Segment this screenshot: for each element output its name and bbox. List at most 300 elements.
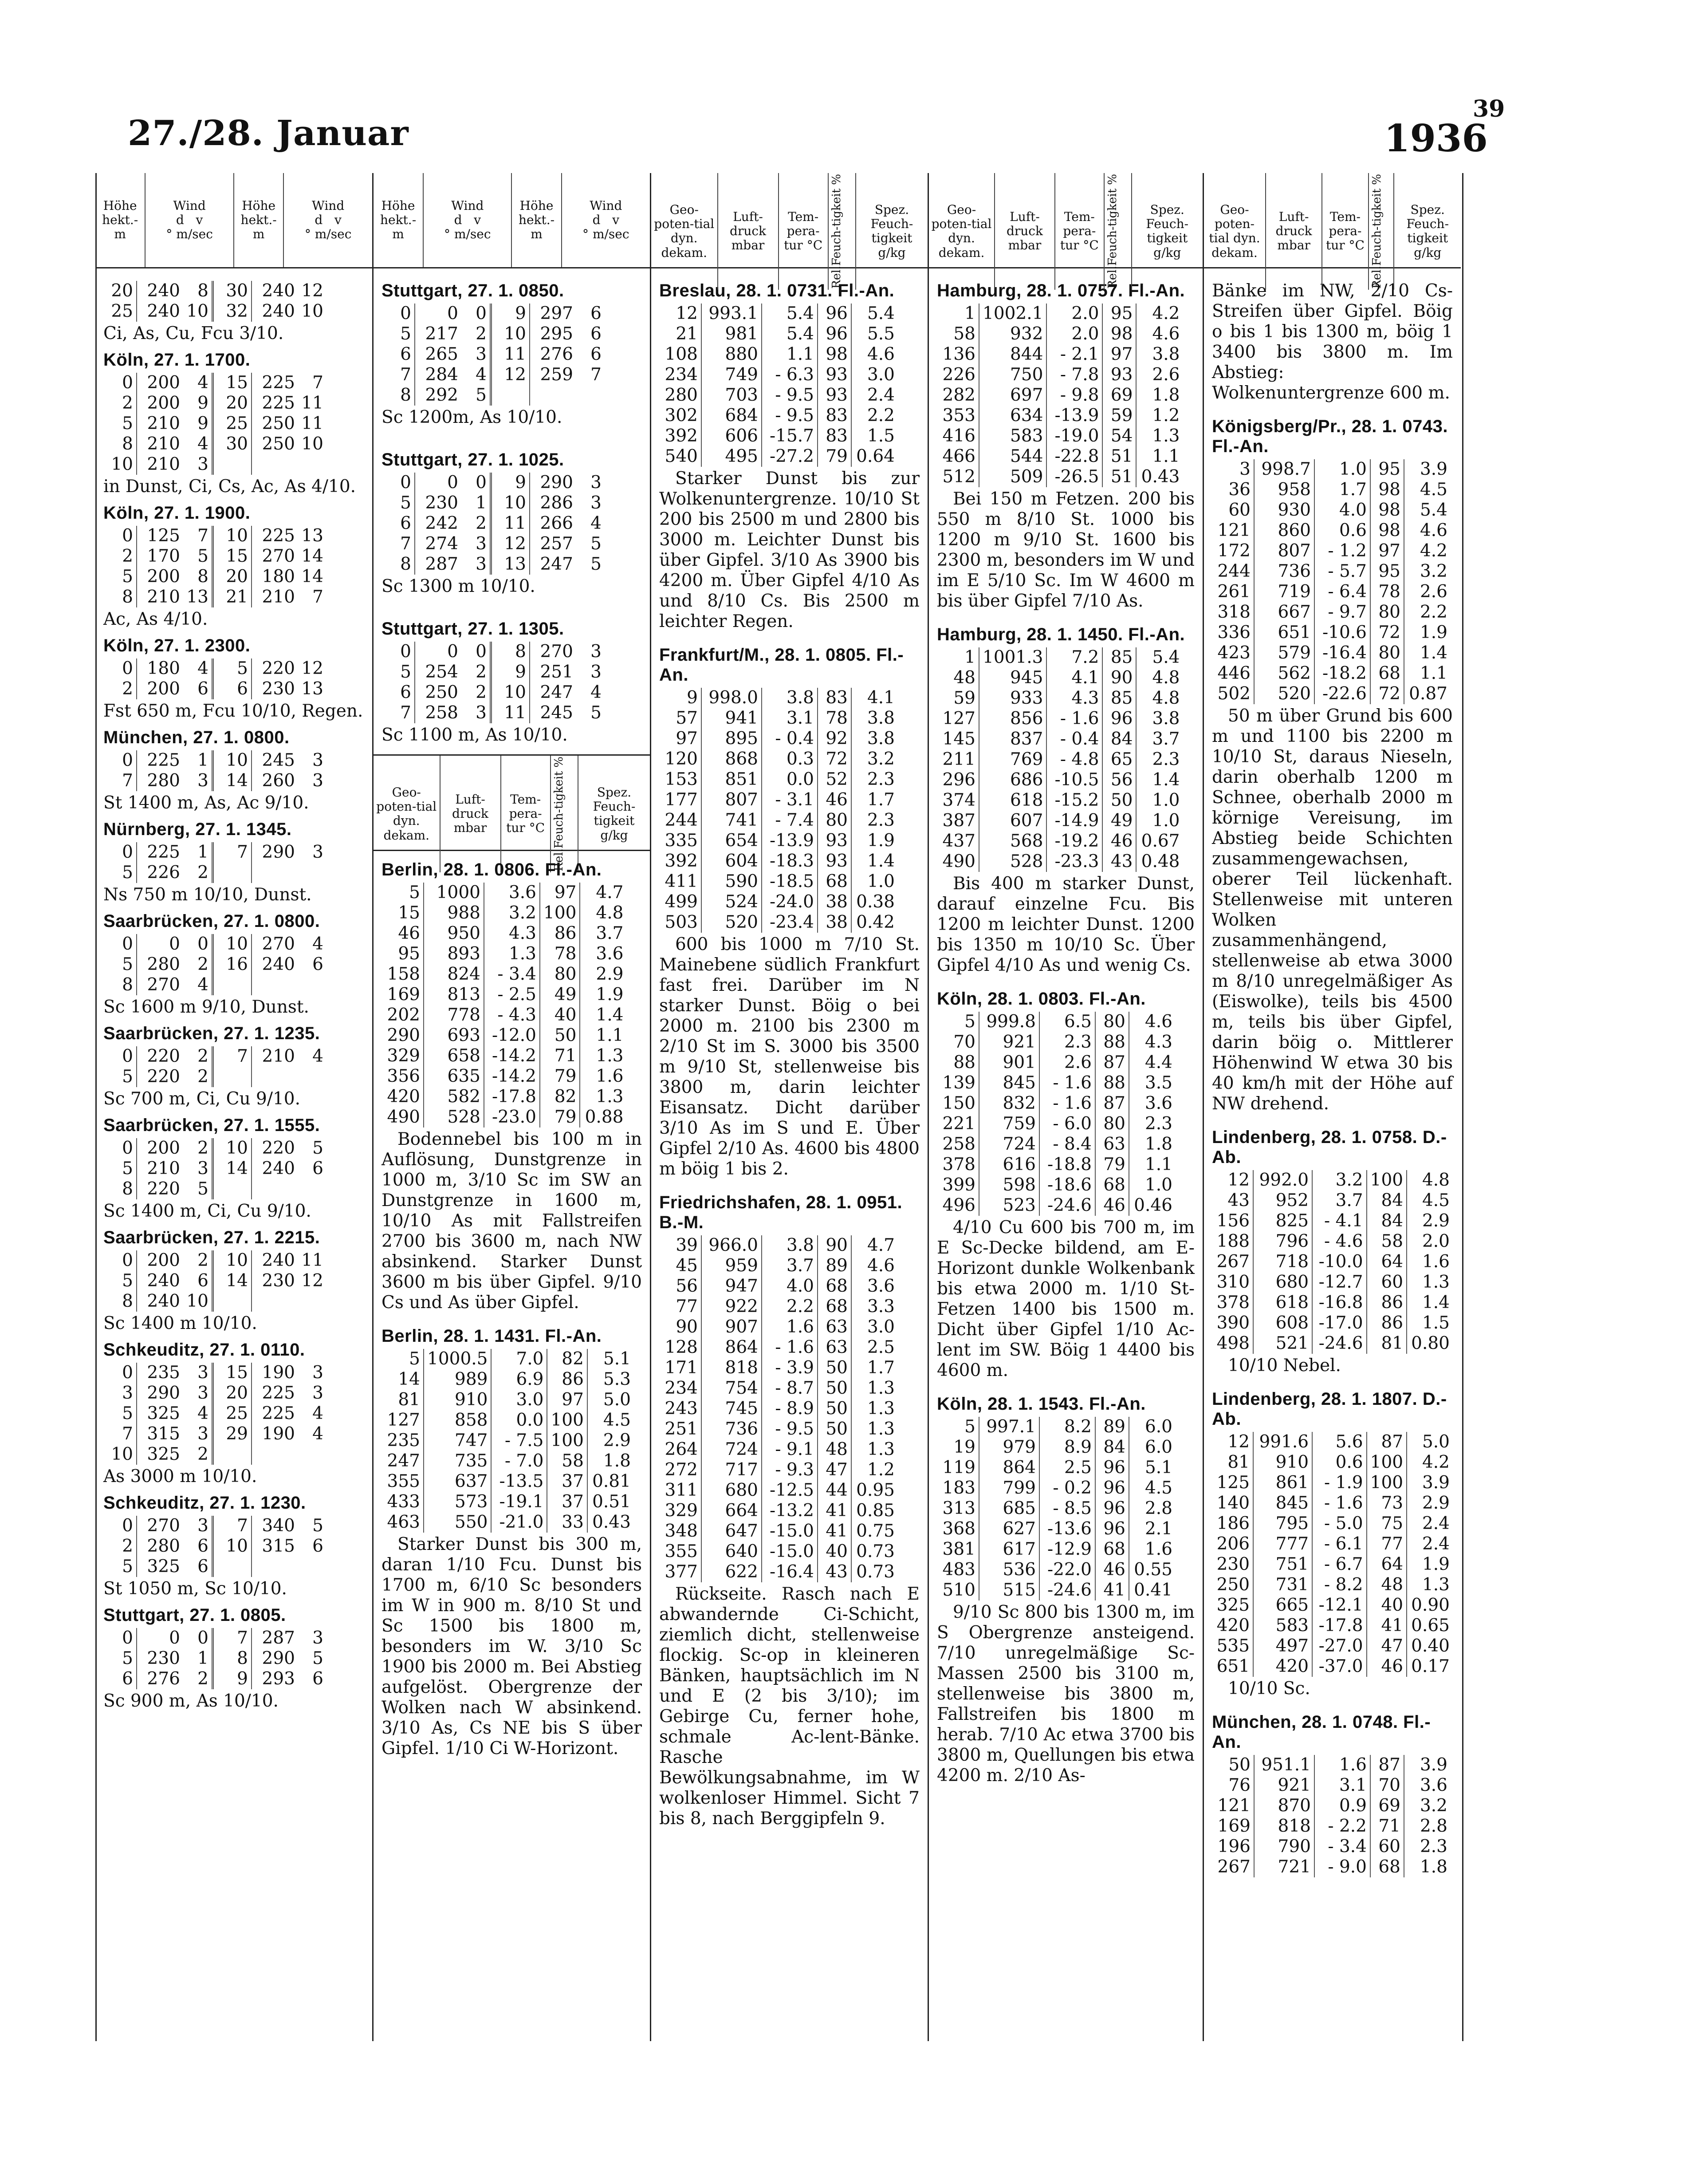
- table-row: [1212, 1595, 1453, 1616]
- table-cell: 90: [676, 1317, 698, 1337]
- table-row: [381, 883, 626, 903]
- table-cell: 654: [701, 831, 762, 851]
- table-cell: - 9.0: [1314, 1857, 1370, 1877]
- table-cell: 1.0: [1136, 811, 1183, 831]
- table-row: [937, 1032, 1176, 1053]
- table-cell: 0.46: [1129, 1195, 1176, 1216]
- table-row: [659, 1378, 898, 1399]
- table-cell: 12: [491, 365, 530, 385]
- table-cell: 799: [979, 1478, 1039, 1498]
- table-cell: 127: [942, 709, 975, 729]
- ascent-data-table: [937, 1012, 1176, 1216]
- table-cell: 58: [547, 1451, 587, 1471]
- table-cell: 3: [312, 842, 323, 862]
- table-cell: 325: [137, 1403, 183, 1424]
- table-cell: 9: [491, 473, 530, 493]
- table-row: [103, 934, 326, 954]
- table-row: [1212, 1493, 1453, 1514]
- header-unit: hekt.-m: [380, 212, 417, 242]
- table-cell: 3.6: [484, 883, 540, 903]
- table-row: [1212, 1313, 1453, 1333]
- table-cell: - 3.4: [484, 964, 540, 985]
- table-cell: 210: [137, 414, 183, 434]
- table-cell: 0.87: [1404, 684, 1451, 704]
- table-cell: 1.3: [580, 1087, 626, 1107]
- table-cell: -12.9: [1039, 1539, 1095, 1560]
- table-cell: 719: [1254, 582, 1314, 602]
- table-row: [381, 1025, 626, 1046]
- table-cell: 5: [122, 567, 133, 587]
- header-rel-feuchtigkeit: [551, 756, 578, 872]
- table-cell: 2.6: [1039, 1053, 1095, 1073]
- table-cell: 622: [701, 1562, 762, 1582]
- table-cell: 4.2: [1407, 1452, 1453, 1473]
- table-row: [103, 393, 326, 414]
- table-cell: - 3.9: [762, 1358, 818, 1378]
- table-cell: 247: [387, 1451, 420, 1471]
- wind-table: [103, 934, 364, 995]
- table-cell: 54: [1102, 426, 1136, 446]
- table-cell: - 5.0: [1312, 1514, 1367, 1534]
- table-cell: 3.9: [1404, 1755, 1451, 1775]
- table-row: [1212, 1211, 1453, 1231]
- table-cell: [298, 1557, 326, 1577]
- header-unit: v: [196, 212, 203, 227]
- table-row: [659, 831, 898, 851]
- table-row: [659, 406, 898, 426]
- table-cell: 14: [213, 1271, 252, 1291]
- table-cell: 56: [1102, 770, 1136, 790]
- table-row: [937, 324, 1183, 344]
- table-cell: -12.5: [762, 1480, 818, 1501]
- table-cell: 225: [252, 373, 298, 393]
- table-cell: 618: [979, 790, 1046, 811]
- cloud-note: Fst 650 m, Fcu 10/10, Regen.: [103, 701, 363, 721]
- table-cell: 947: [701, 1276, 762, 1297]
- table-row: [1212, 602, 1451, 623]
- table-cell: 86: [547, 1369, 587, 1390]
- table-cell: 340: [252, 1516, 298, 1536]
- table-cell: 693: [424, 1025, 484, 1046]
- table-cell: 1.3: [851, 1378, 898, 1399]
- table-cell: 4.5: [587, 1410, 634, 1431]
- table-cell: 200: [137, 679, 183, 699]
- table-cell: 3: [312, 750, 323, 770]
- table-row: [381, 304, 605, 324]
- table-cell: 4: [590, 682, 602, 702]
- table-cell: 75: [1367, 1514, 1407, 1534]
- table-row: [381, 1046, 626, 1066]
- table-cell: 242: [415, 513, 461, 534]
- wind-data-table: [103, 373, 326, 475]
- table-cell: 860: [1254, 520, 1314, 541]
- table-cell: 240: [252, 954, 298, 975]
- table-cell: 1.0: [1314, 459, 1370, 480]
- table-cell: 14: [213, 771, 252, 791]
- table-cell: 1.6: [762, 1317, 818, 1337]
- table-cell: -10.0: [1312, 1252, 1367, 1272]
- header-unit: d: [592, 212, 601, 227]
- table-cell: 295: [530, 324, 576, 344]
- header-geopotential: Geo-poten-tial dyn. dekam.: [929, 173, 995, 290]
- cloud-note: Starker Dunst bis 300 m, daran 1/10 Fcu. Dunst bis 1700 m, 6/10 Sc besonders im W in 900 m. 8/10 St und Sc 1500 bis 1800 m, besonders im W. 3/10 Sc 1900 bis 2000 m. Bei Abstieg aufgelöst. Obergrenze der Wolken nach W absinkend. 3/10 As, Cs NE bis S über Gipfel. 1/10 Ci W-Horizont.: [381, 1534, 642, 1758]
- table-cell: 50: [818, 1378, 851, 1399]
- station-heading: Lindenberg, 28. 1. 0758. D.-Ab.: [1212, 1127, 1447, 1167]
- table-cell: 41: [818, 1501, 851, 1521]
- table-cell: 4.8: [1136, 688, 1183, 709]
- table-cell: 261: [1217, 582, 1251, 602]
- table-cell: 2.4: [1407, 1534, 1453, 1554]
- table-row: [1212, 1816, 1451, 1837]
- table-cell: 100: [1367, 1452, 1407, 1473]
- cloud-note: 4/10 Cu 600 bis 700 m, im E Sc-Decke bildend, am E-Horizont dunkle Wolkenbank bis etwa 2000 m. 1/10 St-Fetzen 1400 bis 1500 m. Dicht über Gipfel 1/10 Ac-lent im SW. Böig 1 4400 bis 4600 m.: [937, 1218, 1195, 1380]
- station-heading: Köln, 28. 1. 1543. Fl.-An.: [937, 1394, 1146, 1414]
- table-cell: 210: [137, 587, 183, 607]
- table-cell: 125: [137, 526, 183, 546]
- table-cell: 14: [301, 546, 323, 566]
- table-cell: 796: [1253, 1231, 1312, 1252]
- table-cell: 1.9: [580, 985, 626, 1005]
- cloud-note: Sc 1400 m 10/10.: [103, 1313, 257, 1333]
- table-row: [659, 1521, 898, 1541]
- table-cell: 85: [1102, 688, 1136, 709]
- table-cell: 93: [818, 831, 851, 851]
- table-cell: 244: [1217, 561, 1251, 581]
- table-cell: 6: [213, 679, 252, 699]
- table-row: [937, 1053, 1176, 1073]
- table-cell: 3.7: [762, 1256, 818, 1276]
- table-cell: 270: [530, 642, 576, 662]
- wind-table: [103, 750, 364, 791]
- table-cell: 2.3: [1136, 749, 1183, 770]
- wind-header: [374, 173, 650, 268]
- table-cell: 0: [197, 1628, 208, 1648]
- table-cell: 3.5: [1129, 1073, 1176, 1093]
- table-cell: 989: [424, 1369, 491, 1390]
- table-row: [103, 587, 326, 607]
- table-cell: 988: [424, 903, 484, 923]
- column-1: [95, 173, 374, 2041]
- table-row: [103, 975, 326, 995]
- table-cell: 125: [1216, 1473, 1250, 1493]
- table-cell: 0: [122, 1250, 133, 1270]
- table-cell: 80: [1095, 1012, 1129, 1032]
- table-cell: 43: [1227, 1191, 1250, 1210]
- table-cell: 6: [312, 1669, 323, 1689]
- table-cell: 3.8: [851, 708, 898, 729]
- table-row: [1212, 1554, 1453, 1575]
- table-cell: 79: [1095, 1155, 1129, 1175]
- table-cell: 1.6: [580, 1066, 626, 1087]
- station-heading: Schkeuditz, 27. 1. 1230.: [103, 1493, 306, 1513]
- table-cell: - 7.4: [762, 810, 818, 831]
- table-cell: 6: [312, 1536, 323, 1556]
- table-cell: 87: [1367, 1432, 1407, 1452]
- table-row: [1212, 1857, 1451, 1877]
- table-cell: 93: [1102, 365, 1136, 385]
- table-cell: 267: [1216, 1252, 1250, 1272]
- table-row: [381, 903, 626, 923]
- table-cell: 521: [1253, 1333, 1312, 1354]
- table-cell: 754: [701, 1378, 762, 1399]
- table-cell: 3: [476, 534, 487, 554]
- table-cell: 3.8: [1136, 709, 1183, 729]
- table-cell: 1.8: [587, 1451, 634, 1471]
- table-cell: -27.2: [762, 446, 818, 467]
- table-cell: 100: [1367, 1170, 1407, 1191]
- table-cell: 220: [252, 1138, 298, 1159]
- table-cell: 499: [665, 892, 698, 912]
- table-cell: 58: [1367, 1231, 1407, 1252]
- table-cell: 5: [197, 1179, 208, 1199]
- table-row: [103, 1179, 326, 1199]
- table-cell: 210: [252, 1046, 298, 1067]
- table-cell: 292: [415, 385, 461, 406]
- table-cell: 0.85: [851, 1501, 898, 1521]
- table-cell: 724: [979, 1134, 1039, 1155]
- table-row: [937, 1093, 1176, 1114]
- wind-table: [103, 842, 364, 883]
- station-heading: Nürnberg, 27. 1. 1345.: [103, 820, 292, 839]
- cloud-note: Ci, As, Cu, Fcu 3/10.: [103, 323, 284, 343]
- table-cell: 180: [252, 567, 298, 587]
- table-cell: 100: [540, 903, 580, 923]
- table-cell: 1.1: [1136, 446, 1183, 467]
- table-row: [381, 682, 605, 703]
- table-cell: 211: [942, 749, 975, 769]
- table-cell: 685: [979, 1498, 1039, 1519]
- table-row: [1212, 1755, 1451, 1775]
- table-row: [937, 1560, 1176, 1580]
- header-wind: Wind: [451, 198, 484, 213]
- header-temperatur: Tem-pera-tur °C: [1322, 173, 1368, 290]
- table-cell: 0.40: [1407, 1636, 1453, 1656]
- table-cell: 590: [701, 871, 762, 892]
- table-cell: 44: [818, 1480, 851, 1501]
- geo-header: [929, 173, 1203, 289]
- table-cell: 3.9: [1404, 459, 1451, 480]
- header-unit: d: [315, 212, 323, 227]
- table-cell: 7: [213, 1628, 252, 1648]
- table-cell: 2: [122, 679, 133, 699]
- table-row: [103, 1159, 326, 1179]
- table-cell: 72: [818, 749, 851, 769]
- header-luftdruck: Luft-druck mbar: [995, 173, 1055, 290]
- header-hoehe: Höhe: [519, 198, 554, 213]
- table-cell: 807: [1254, 541, 1314, 561]
- table-cell: 93: [818, 365, 851, 385]
- table-cell: 0: [415, 304, 461, 324]
- table-row: [937, 709, 1183, 729]
- table-row: [937, 385, 1183, 406]
- table-cell: 272: [665, 1460, 698, 1480]
- table-cell: [213, 975, 252, 995]
- table-row: [937, 304, 1183, 324]
- table-cell: 651: [1254, 623, 1314, 643]
- table-cell: 1.3: [851, 1439, 898, 1460]
- header-unit: ° m/sec: [444, 227, 491, 242]
- table-cell: 83: [818, 406, 851, 426]
- table-cell: 3.7: [580, 923, 626, 944]
- cloud-note: 10/10 Nebel.: [1228, 1356, 1341, 1376]
- station-heading: München, 28. 1. 0748. Fl.-An.: [1212, 1712, 1431, 1752]
- table-cell: - 3.4: [1314, 1837, 1370, 1857]
- table-cell: 463: [387, 1512, 420, 1532]
- table-cell: 355: [665, 1541, 698, 1561]
- table-row: [937, 647, 1183, 668]
- table-cell: 778: [424, 1005, 484, 1025]
- table-cell: 3: [476, 554, 487, 574]
- header-wind: Wind: [312, 198, 345, 213]
- table-cell: 1: [964, 647, 975, 667]
- table-cell: 420: [1216, 1616, 1250, 1636]
- table-cell: 10: [186, 1291, 208, 1311]
- table-cell: 0: [122, 526, 133, 546]
- table-cell: 959: [701, 1256, 762, 1276]
- table-row: [937, 446, 1183, 467]
- table-cell: 190: [252, 1363, 298, 1383]
- header-unit: d: [454, 212, 462, 227]
- table-cell: 169: [1217, 1816, 1251, 1836]
- table-cell: 717: [701, 1460, 762, 1480]
- table-cell: 3.8: [762, 1235, 818, 1256]
- cloud-note: Sc 900 m, As 10/10.: [103, 1691, 279, 1711]
- table-cell: 550: [424, 1512, 491, 1533]
- table-cell: 225: [252, 1383, 298, 1403]
- table-cell: 5: [312, 1138, 323, 1158]
- table-cell: 520: [1254, 684, 1314, 704]
- table-cell: 40: [818, 1541, 851, 1562]
- table-row: [381, 1349, 634, 1369]
- table-cell: 50: [540, 1025, 580, 1046]
- table-cell: 0.90: [1407, 1595, 1453, 1616]
- table-cell: 287: [415, 554, 461, 575]
- table-cell: 1.3: [1407, 1272, 1453, 1293]
- table-cell: 520: [701, 912, 762, 933]
- table-cell: - 9.5: [762, 406, 818, 426]
- station-heading: Hamburg, 28. 1. 1450. Fl.-An.: [937, 625, 1185, 644]
- table-cell: - 1.6: [1039, 1093, 1095, 1114]
- table-cell: 225: [252, 526, 298, 546]
- table-cell: 84: [1367, 1211, 1407, 1231]
- table-cell: 390: [1216, 1313, 1250, 1333]
- table-cell: 616: [979, 1155, 1039, 1175]
- table-cell: 60: [1228, 500, 1251, 520]
- cloud-note: 10/10 Sc.: [1228, 1679, 1310, 1699]
- table-row: [1212, 663, 1451, 684]
- table-cell: 39: [676, 1235, 698, 1255]
- table-cell: 12: [676, 304, 698, 323]
- table-cell: 509: [979, 467, 1046, 487]
- table-cell: 325: [1216, 1595, 1250, 1615]
- table-cell: 0.75: [851, 1521, 898, 1541]
- table-row: [103, 1403, 326, 1424]
- table-cell: 3.6: [851, 1276, 898, 1297]
- cloud-note: As 3000 m 10/10.: [103, 1467, 257, 1486]
- table-cell: 96: [1095, 1519, 1129, 1539]
- cloud-note: St 1400 m, As, Ac 9/10.: [103, 793, 309, 813]
- table-cell: 234: [665, 1378, 698, 1398]
- table-cell: 598: [979, 1175, 1039, 1195]
- station-heading: Stuttgart, 27. 1. 0805.: [103, 1605, 286, 1625]
- table-cell: 502: [1217, 684, 1251, 704]
- table-cell: 790: [1254, 1837, 1314, 1857]
- table-cell: - 9.5: [762, 385, 818, 406]
- table-cell: 870: [1254, 1796, 1314, 1816]
- table-cell: 0: [197, 934, 208, 954]
- table-row: [937, 467, 1183, 487]
- table-row: [659, 446, 898, 467]
- cloud-note: Sc 1300 m 10/10.: [381, 576, 535, 596]
- table-cell: 3: [197, 1363, 208, 1383]
- cloud-note: Sc 700 m, Ci, Cu 9/10.: [103, 1089, 301, 1109]
- table-cell: - 4.8: [1046, 749, 1102, 770]
- table-cell: 1.2: [851, 1460, 898, 1480]
- table-cell: 76: [1228, 1775, 1251, 1795]
- station-heading: Schkeuditz, 27. 1. 0110.: [103, 1340, 305, 1360]
- table-row: [381, 1005, 626, 1025]
- table-cell: 2: [476, 324, 487, 344]
- header-rel-feuchtigkeit-label: Rel.Feuch-tigkeit %: [830, 174, 843, 289]
- table-cell: 96: [1095, 1458, 1129, 1478]
- table-cell: 25: [111, 301, 133, 321]
- table-cell: 87: [1095, 1093, 1129, 1114]
- column-5: [1204, 173, 1461, 2041]
- table-cell: 41: [1095, 1580, 1129, 1601]
- table-cell: 0.43: [587, 1512, 634, 1533]
- table-row: [659, 892, 898, 912]
- table-cell: 10: [491, 324, 530, 344]
- table-cell: 11: [301, 393, 323, 413]
- table-cell: 4: [476, 365, 487, 385]
- table-cell: 10: [111, 1444, 133, 1464]
- table-cell: 311: [665, 1480, 698, 1500]
- table-cell: -10.5: [1046, 770, 1102, 790]
- wind-header: [95, 173, 372, 268]
- table-cell: [298, 1444, 326, 1465]
- table-cell: 8: [213, 1648, 252, 1669]
- table-cell: 240: [252, 301, 298, 322]
- table-row: [1212, 1333, 1453, 1354]
- table-cell: 4: [197, 373, 208, 393]
- table-cell: 1.6: [1129, 1539, 1176, 1560]
- table-row: [381, 1512, 634, 1533]
- table-cell: 1.8: [1404, 1857, 1451, 1877]
- table-cell: 1.3: [851, 1419, 898, 1439]
- table-row: [103, 434, 326, 454]
- table-cell: 5: [476, 385, 487, 405]
- table-cell: 2.0: [1046, 304, 1102, 324]
- table-cell: 837: [979, 729, 1046, 749]
- table-cell: 0.64: [851, 446, 898, 467]
- table-cell: 9: [491, 304, 530, 324]
- table-cell: 290: [252, 1648, 298, 1669]
- cloud-note: Ac, As 4/10.: [103, 609, 208, 629]
- table-cell: - 6.7: [1312, 1554, 1367, 1575]
- table-cell: 0: [122, 842, 133, 862]
- table-cell: 9: [197, 393, 208, 413]
- table-cell: 290: [387, 1025, 420, 1045]
- table-cell: 225: [252, 393, 298, 414]
- table-cell: 80: [1370, 602, 1404, 623]
- table-cell: 240: [252, 1159, 298, 1179]
- table-cell: 997.1: [979, 1417, 1039, 1437]
- table-cell: 270: [137, 1516, 183, 1536]
- table-cell: 0.88: [580, 1107, 626, 1127]
- header-spez-feuchtigkeit: Spez. Feuch-tigkeit g/kg: [593, 785, 636, 843]
- table-cell: 5.1: [587, 1349, 634, 1369]
- table-cell: 868: [701, 749, 762, 769]
